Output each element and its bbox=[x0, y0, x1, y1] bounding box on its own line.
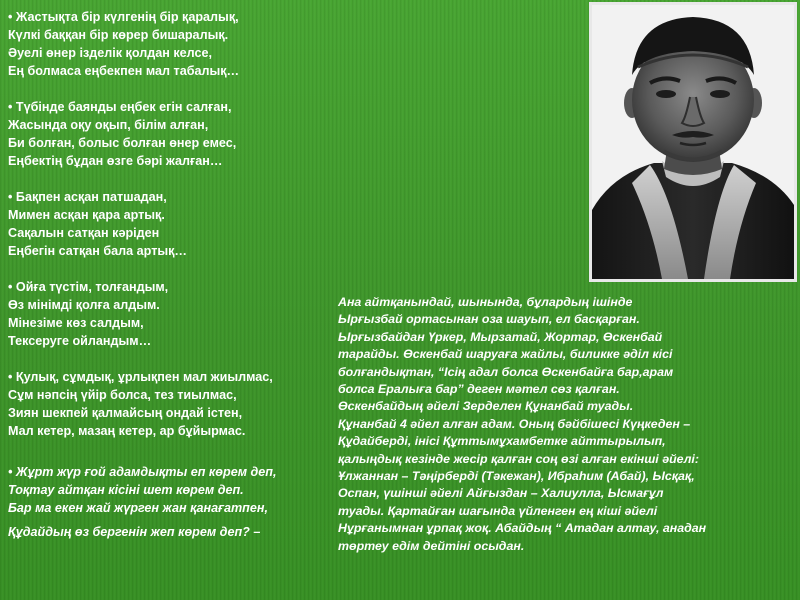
biography-line: Нұрғанымнан ұрпақ жоқ. Абайдың “ Атадан алтау, анадан bbox=[338, 521, 707, 536]
poem-line: • Жұрт жүр ғой адамдықты еп көрем деп, bbox=[8, 465, 277, 479]
biography-line: Ана айтқанындай, шынында, бұлардың ішінде bbox=[338, 295, 633, 309]
poem-stanza-3 bbox=[8, 188, 353, 260]
biography-line: Оспан, үшінші әйелі Айғыздан – Халиулла, Ысмағұл bbox=[338, 486, 664, 501]
poem-column bbox=[8, 8, 353, 541]
poem-stanza-1 bbox=[8, 8, 353, 80]
portrait-photo-icon bbox=[592, 5, 794, 279]
poem-line: Еңбектің бұдан өзге бәрі жалған… bbox=[8, 154, 223, 168]
poem-line: Зиян шекпей қалмайсың ондай істен, bbox=[8, 406, 243, 420]
biography-line: болса Ералыға бар” деген мәтел сөз қалған. bbox=[338, 382, 620, 397]
poem-line: • Жастықта бір күлгенің бір қаралық, bbox=[8, 10, 239, 24]
biography-text bbox=[338, 294, 798, 555]
poem-line: Би болған, болыс болған өнер емес, bbox=[8, 136, 237, 150]
poem-line: Тоқтау айтқан кісіні шет көрем деп. bbox=[8, 483, 244, 497]
poem-line: • Ойға түстім, толғандым, bbox=[8, 280, 169, 294]
poem-line: Күлкі баққан бір көрер бишаралық. bbox=[8, 28, 229, 42]
biography-line: болғандықтан, “Ісің адал болса Өскенбайға бар,арам bbox=[338, 364, 674, 379]
poem-line: Тексеруге ойландым… bbox=[8, 334, 152, 348]
biography-line: туады. Қартайған шағында үйленген ең кіші әйелі bbox=[338, 503, 658, 518]
poem-line: • Түбінде баянды еңбек егін салған, bbox=[8, 100, 232, 114]
poem-line: Жасында оқу оқып, білім алған, bbox=[8, 118, 209, 132]
poem-line: Мал кетер, мазаң кетер, ар бұйырмас. bbox=[8, 424, 246, 438]
poem-line: Сақалын сатқан кәріден bbox=[8, 226, 160, 240]
biography-line: Құдайберді, інісі Құттымұхамбетке айттырылып, bbox=[338, 434, 666, 449]
poem-line: Бар ма екен жай жүрген жан қанағатпен, bbox=[8, 501, 268, 515]
biography-line: Ырғызбай ортасынан оза шауып, ел басқарған. bbox=[338, 312, 640, 327]
poem-line: Мимен асқан қара артық. bbox=[8, 208, 165, 222]
biography-line: Ұлжаннан – Тәңірберді (Тәкежан), Ибраһим (Абай), Ысқақ, bbox=[338, 469, 695, 484]
biography-line: Ырғызбайдан Үркер, Мырзатай, Жортар, Өскенбай bbox=[338, 329, 663, 344]
biography-line: Құнанбай 4 әйел алған адам. Оның бәйбішесі Күңкеден – bbox=[338, 416, 691, 431]
poem-stanza-4 bbox=[8, 278, 353, 350]
biography-line: тарайды. Өскенбай шаруаға жайлы, биликке әділ кісі bbox=[338, 347, 673, 362]
biography-line: төртеу едім дейтіні осыдан. bbox=[338, 538, 525, 553]
biography-line: Өскенбайдың әйелі Зерделен Құнанбай туады. bbox=[338, 399, 634, 414]
poem-stanza-6 bbox=[8, 463, 353, 541]
portrait-photo bbox=[589, 2, 797, 282]
poem-line: • Қулық, сұмдық, ұрлықпен мал жиылмас, bbox=[8, 370, 273, 384]
poem-stanza-5 bbox=[8, 368, 353, 440]
poem-line: Құдайдың өз бергенін жеп көрем деп? – bbox=[8, 525, 261, 539]
poem-line: Еңбегін сатқан бала артық… bbox=[8, 244, 188, 258]
poem-line: Әуелі өнер ізделік қолдан келсе, bbox=[8, 46, 212, 60]
biography-line: қалыңдық кезінде жесір қалған соң өзі алған екінші әйелі: bbox=[338, 451, 699, 466]
poem-line: Мінезіме көз салдым, bbox=[8, 316, 144, 330]
poem-line: Сұм нәпсің үйір болса, тез тиылмас, bbox=[8, 388, 237, 402]
poem-line: Ең болмаса еңбекпен мал табалық… bbox=[8, 64, 240, 78]
poem-stanza-2 bbox=[8, 98, 353, 170]
poem-line: Өз мінімді қолға алдым. bbox=[8, 298, 160, 312]
poem-line: • Бақпен асқан патшадан, bbox=[8, 190, 167, 204]
